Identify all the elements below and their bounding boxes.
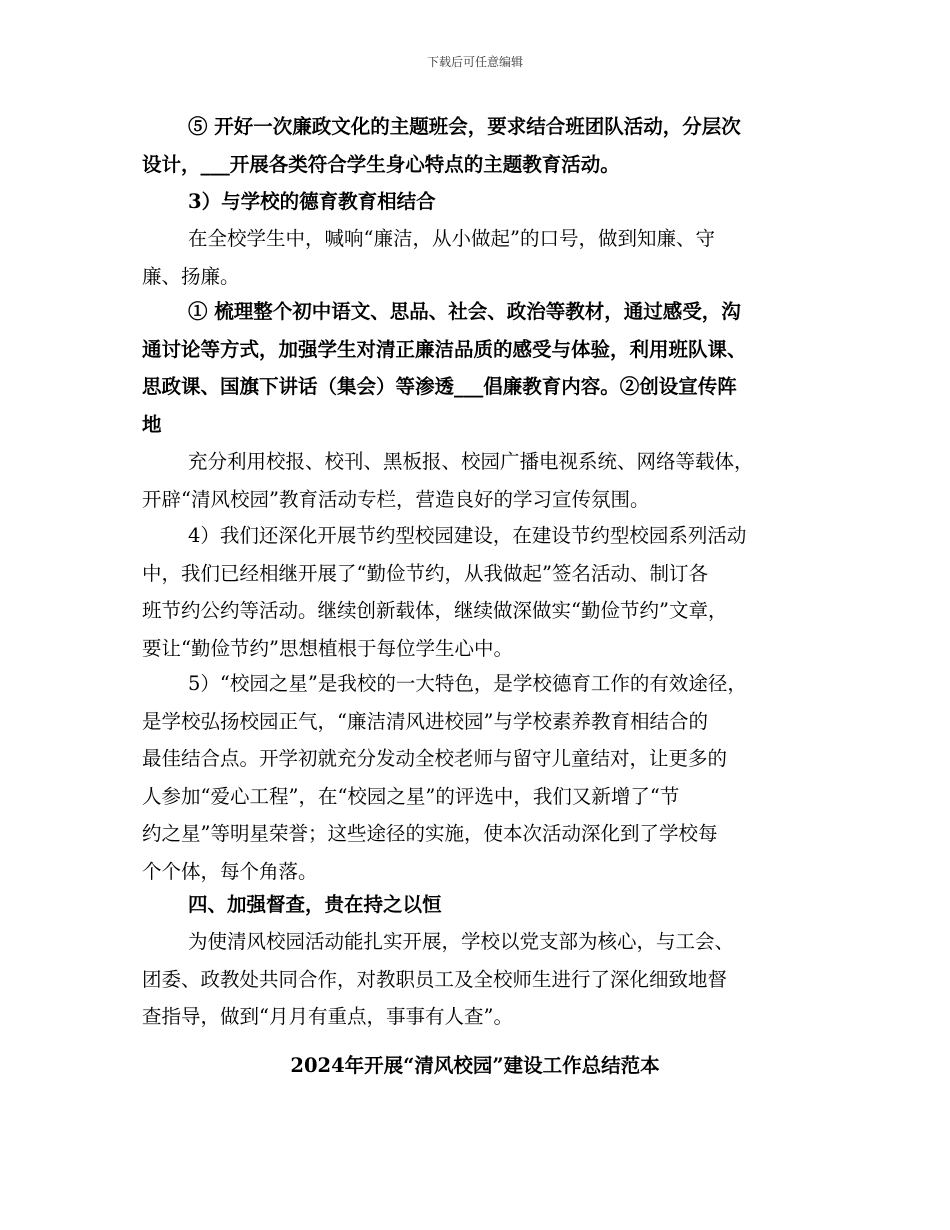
section-four-heading	[142, 886, 812, 924]
line: ⑤ 开好一次廉政文化的主题班会，要求结合班团队活动，分层次	[188, 115, 741, 138]
line: 团委、政教处共同合作，对教职员工及全校师生进行了深化细致地督	[142, 967, 728, 991]
line: 在全校学生中，喊响“廉洁，从小做起”的口号，做到知廉、守	[188, 227, 715, 250]
line: 人参加“爱心工程”，在“校园之星”的评选中，我们又新增了“节	[142, 784, 680, 808]
line: 要让“勤俭节约”思想植根于每位学生心中。	[142, 636, 513, 660]
section-3-body	[142, 220, 812, 295]
document-title: 2024年开展“清风校园”建设工作总结范本	[290, 1054, 660, 1077]
item-1-paragraph	[142, 293, 812, 443]
line: 廉、扬廉。	[142, 264, 240, 288]
line: 查指导，做到“月月有重点，事事有人查”。	[142, 1005, 513, 1028]
line: 充分利用校报、校刊、黑板报、校园广播电视系统、网络等载体，	[188, 450, 754, 473]
line: 设计，___开展各类符合学生身心特点的主题教育活动。	[142, 152, 620, 176]
line: 思政课、国旗下讲话（集会）等渗透___倡廉教育内容。②创设宣传阵	[142, 375, 737, 398]
line: 为使清风校园活动能扎实开展，学校以党支部为核心，与工会、	[188, 930, 735, 953]
line: 4）我们还深化开展节约型校园建设，在建设节约型校园系列活动	[188, 524, 747, 547]
line: 最佳结合点。开学初就充分发动全校老师与留守儿童结对，让更多的	[142, 747, 728, 770]
line: 3）与学校的德育教育相结合	[188, 190, 436, 213]
line: 地	[142, 412, 162, 436]
section-3-heading	[142, 183, 812, 221]
line: 是学校弘扬校园正气，“廉洁清风进校园”与学校素养教育相结合的	[142, 709, 708, 733]
line: 通讨论等方式，加强学生对清正廉洁品质的感受与体验，利用班队课、	[142, 337, 747, 361]
line: 个个体，每个角落。	[142, 859, 318, 883]
line: 5）“校园之星”是我校的一大特色，是学校德育工作的有效途径，	[188, 672, 747, 695]
line: 班节约公约等活动。继续创新载体，继续做深做实“勤俭节约”文章，	[142, 599, 728, 622]
section-4-paragraph	[142, 517, 812, 667]
line: ① 梳理整个初中语文、思品、社会、政治等教材，通过感受，沟	[188, 300, 741, 323]
item-5-paragraph	[142, 108, 812, 183]
line: 四、加强督查，贵在持之以恒	[188, 893, 442, 916]
section-5-paragraph	[142, 665, 812, 890]
line: 中，我们已经相继开展了“勤俭节约，从我做起”签名活动、制订各	[142, 561, 708, 585]
page-header: 下载后可任意编辑	[426, 55, 523, 69]
item-2-body	[142, 443, 812, 518]
line: 约之星”等明星荣誉；这些途径的实施，使本次活动深化到了学校每	[142, 822, 718, 845]
section-four-body	[142, 923, 812, 1036]
line: 开辟“清风校园”教育活动专栏，营造良好的学习宣传氛围。	[142, 487, 650, 511]
